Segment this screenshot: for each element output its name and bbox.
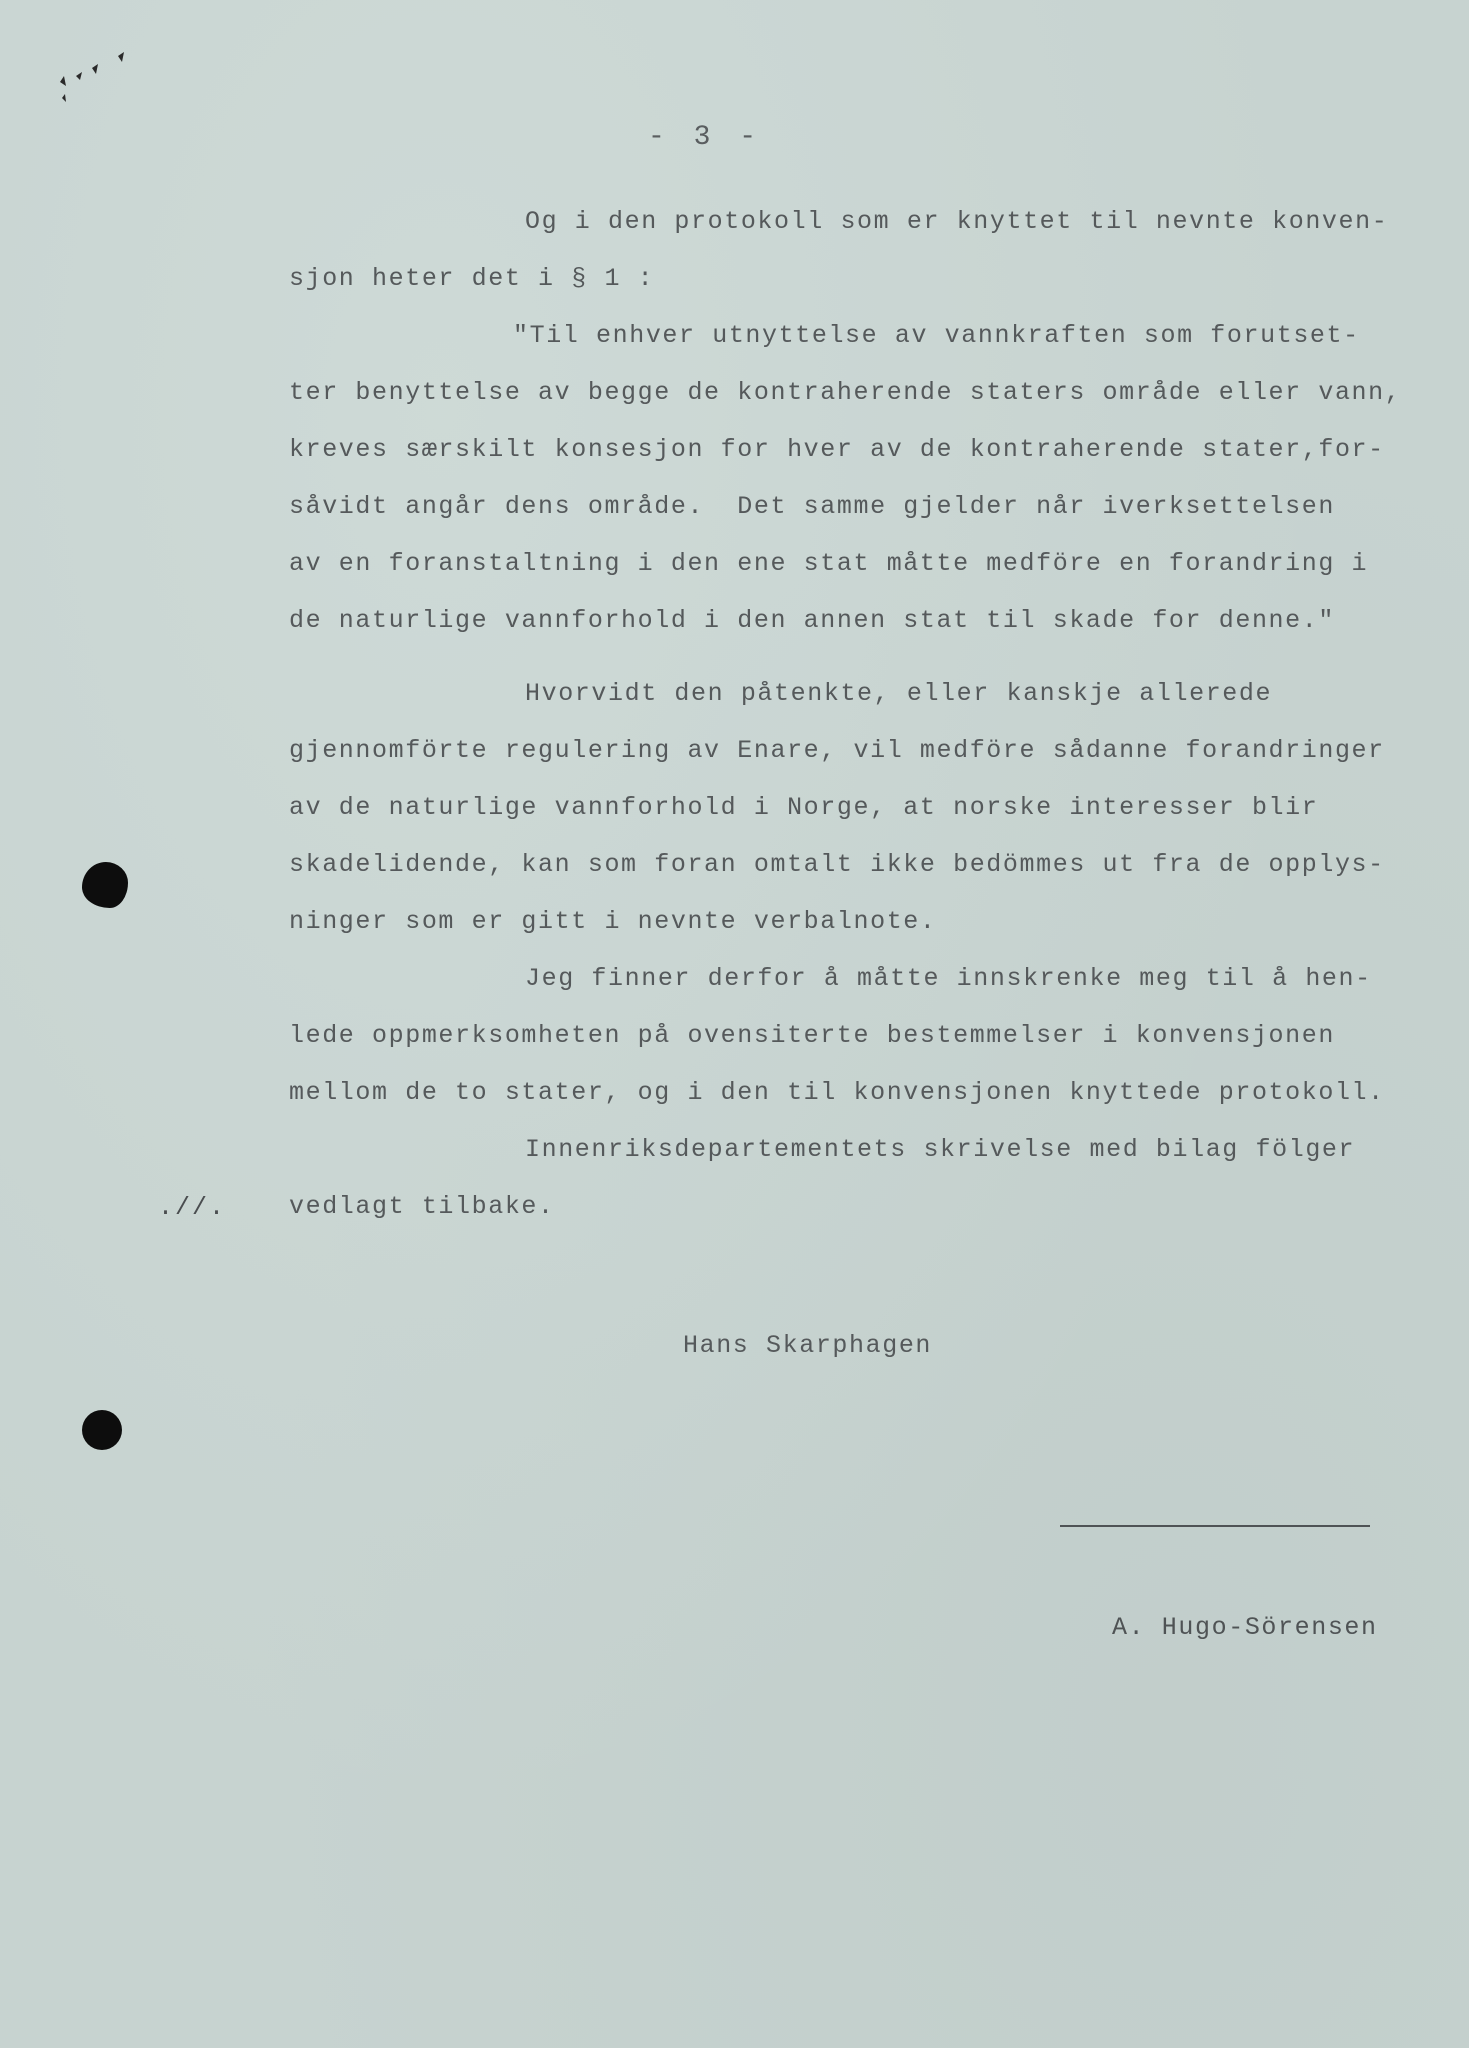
body-line-15: lede oppmerksomheten på ovensiterte bestemmelser i konvensjonen (289, 1021, 1335, 1050)
punch-hole-top (82, 862, 128, 908)
body-line-2: sjon heter det i § 1 : (289, 264, 655, 293)
body-line-17: Innenriksdepartementets skrivelse med bilag fölger (525, 1135, 1356, 1164)
body-line-6: såvidt angår dens område. Det samme gjelder når iverksettelsen (289, 492, 1335, 521)
corner-ink-marks (56, 42, 136, 112)
body-line-8: de naturlige vannforhold i den annen stat til skade for denne." (289, 606, 1335, 635)
countersignatory-name: A. Hugo-Sörensen (1112, 1613, 1378, 1642)
body-line-3: "Til enhver utnyttelse av vannkraften som forutset- (513, 321, 1360, 350)
body-line-12: skadelidende, kan som foran omtalt ikke bedömmes ut fra de opplys- (289, 850, 1385, 879)
body-line-1: Og i den protokoll som er knyttet til nevnte konven- (525, 207, 1389, 236)
signature-line (1060, 1525, 1370, 1527)
body-line-11: av de naturlige vannforhold i Norge, at norske interesser blir (289, 793, 1319, 822)
body-line-4: ter benyttelse av begge de kontraherende staters område eller vann, (289, 378, 1402, 407)
body-line-14: Jeg finner derfor å måtte innskrenke meg til å hen- (525, 964, 1372, 993)
signatory-name: Hans Skarphagen (683, 1331, 933, 1360)
body-line-7: av en foranstaltning i den ene stat måtte medföre en forandring i (289, 549, 1369, 578)
body-line-10: gjennomförte regulering av Enare, vil medföre sådanne forandringer (289, 736, 1385, 765)
body-line-5: kreves særskilt konsesjon for hver av de kontraherende stater,for- (289, 435, 1385, 464)
punch-hole-bottom (82, 1410, 122, 1450)
page-number: - 3 - (648, 122, 763, 153)
enclosure-margin-mark: .//. (158, 1193, 227, 1222)
body-line-18: vedlagt tilbake. (289, 1192, 555, 1221)
body-line-16: mellom de to stater, og i den til konvensjonen knyttede protokoll. (289, 1078, 1385, 1107)
body-line-13: ninger som er gitt i nevnte verbalnote. (289, 907, 937, 936)
body-line-9: Hvorvidt den påtenkte, eller kanskje allerede (525, 679, 1273, 708)
